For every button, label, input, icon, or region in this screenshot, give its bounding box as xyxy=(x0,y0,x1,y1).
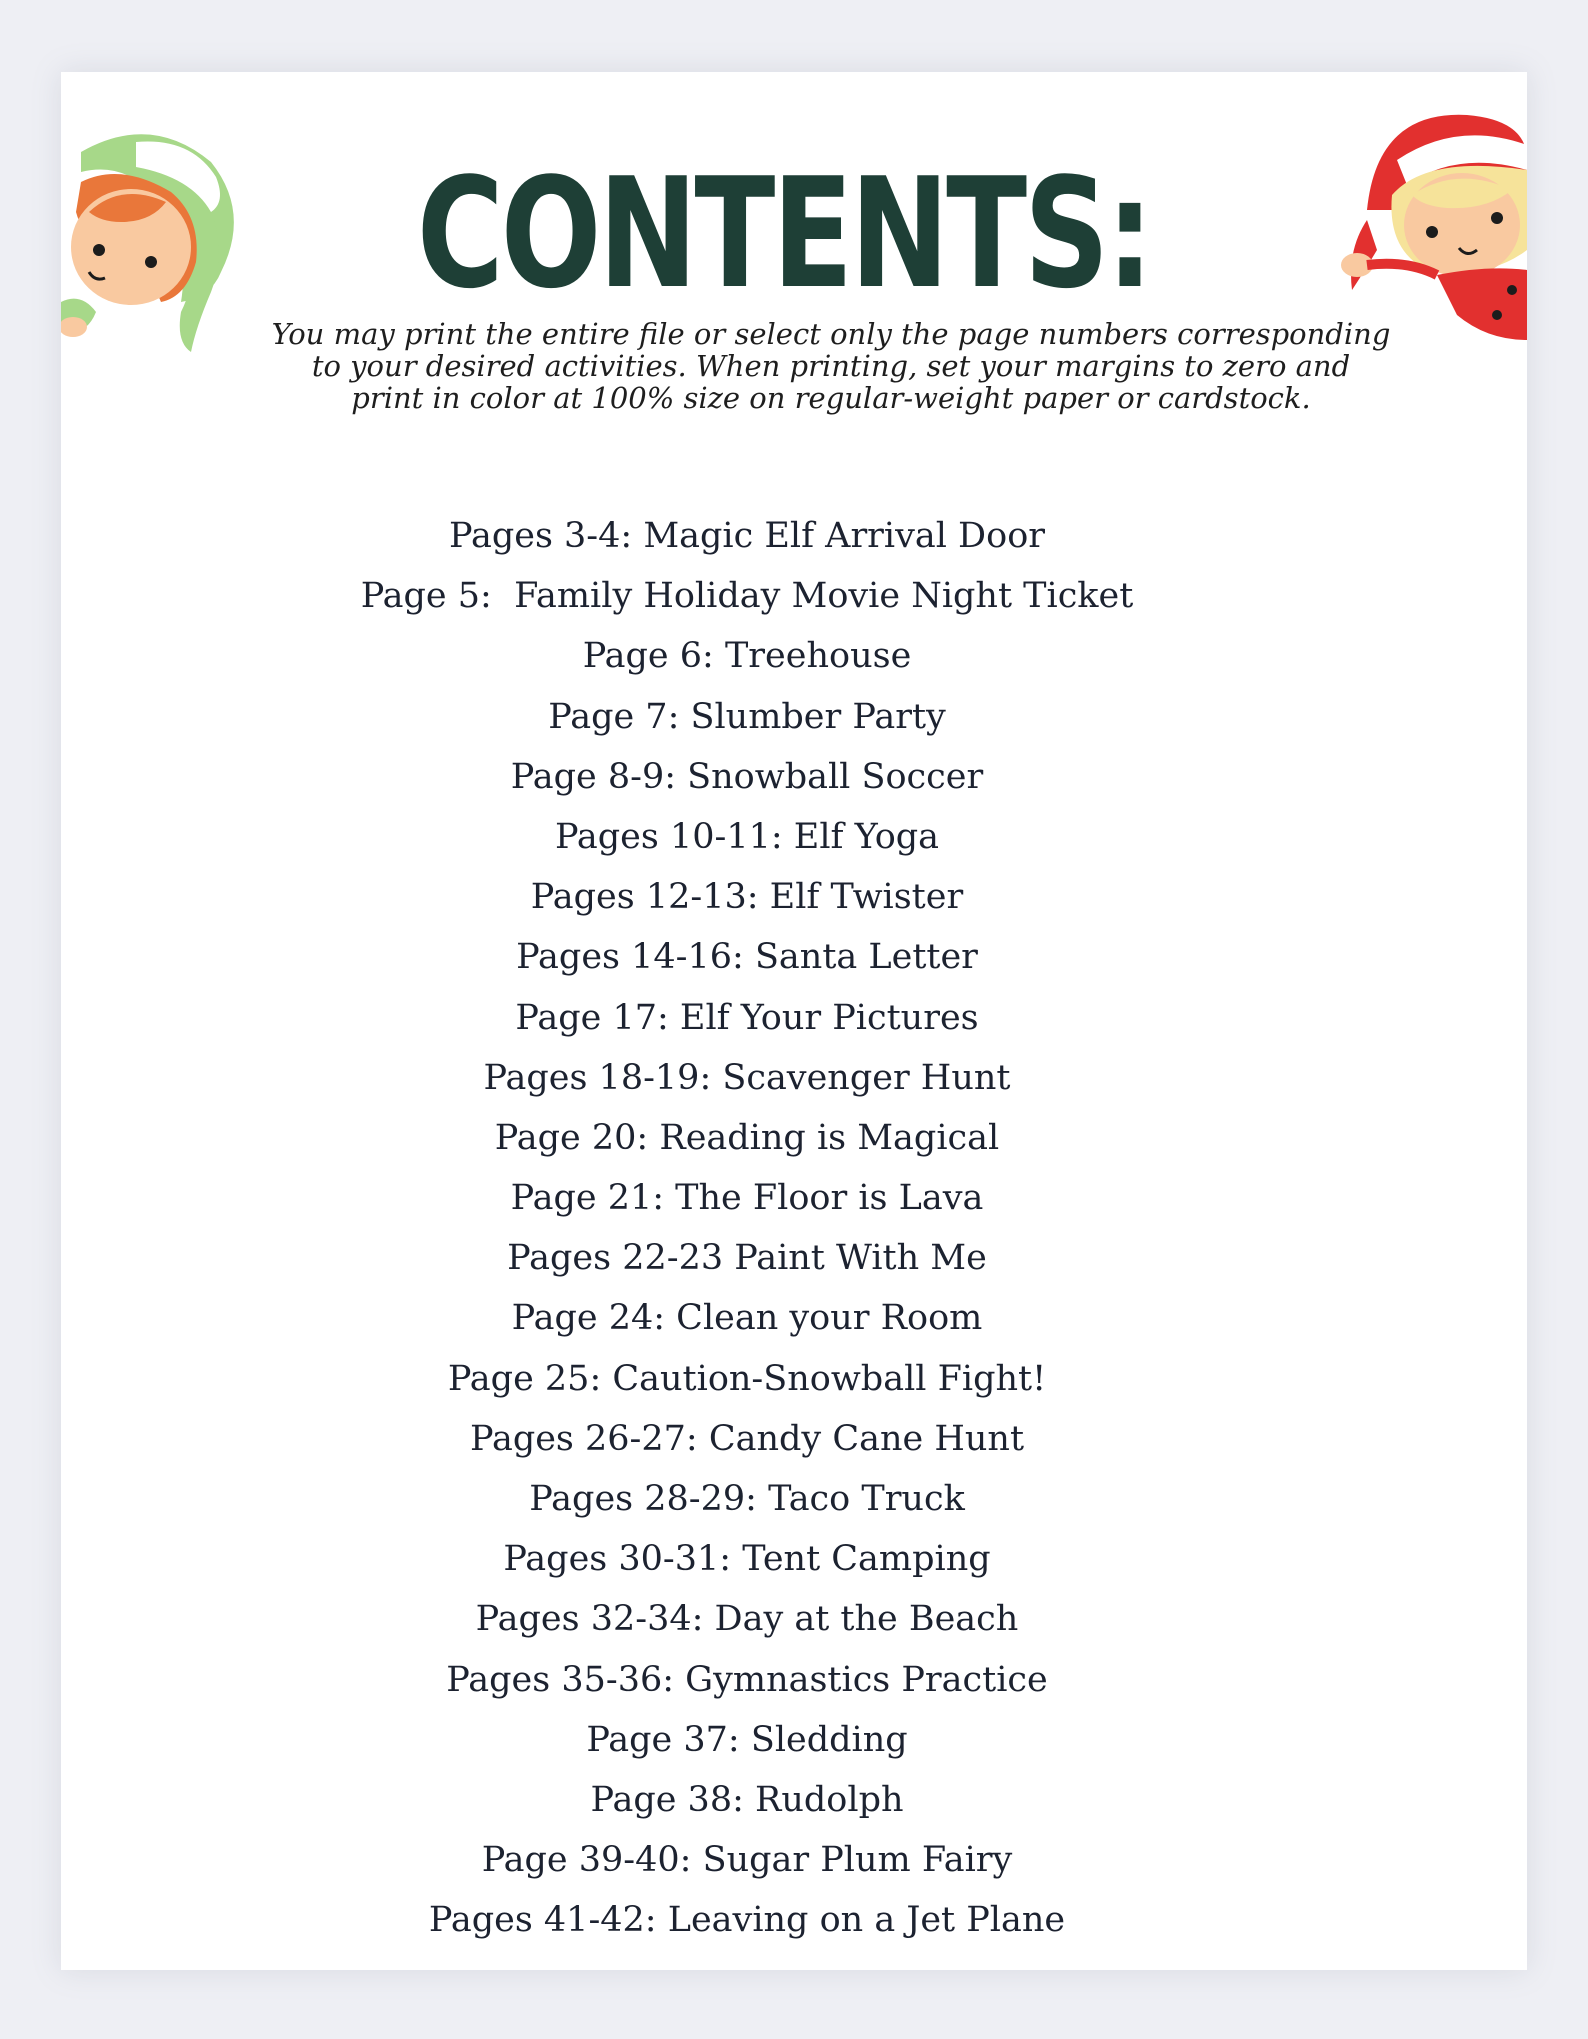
contents-item: Page 39-40: Sugar Plum Fairy xyxy=(481,1840,1013,1881)
contents-item: Pages 12-13: Elf Twister xyxy=(530,877,964,918)
contents-item: Pages 32-34: Day at the Beach xyxy=(475,1599,1019,1640)
contents-item: Pages 30-31: Tent Camping xyxy=(503,1539,991,1580)
intro-line: to your desired activities. When printing, set your margins to zero and xyxy=(311,349,1351,383)
contents-item: Page 37: Sledding xyxy=(586,1719,908,1760)
contents-item: Pages 28-29: Taco Truck xyxy=(529,1479,965,1519)
contents-item: Pages 35-36: Gymnastics Practice xyxy=(446,1659,1048,1700)
contents-item: Pages 14-16: Santa Letter xyxy=(516,937,978,978)
intro-line: You may print the entire file or select only the page numbers corresponding xyxy=(271,317,1391,351)
contents-item: Page 5: Family Holiday Movie Night Ticket xyxy=(360,576,1134,617)
contents-item: Page 38: Rudolph xyxy=(590,1779,904,1820)
contents-item: Page 21: The Floor is Lava xyxy=(510,1178,984,1219)
red-hat-elf-icon xyxy=(1337,100,1527,340)
contents-item: Pages 3-4: Magic Elf Arrival Door xyxy=(448,516,1045,556)
contents-list xyxy=(61,506,1433,1951)
contents-item: Page 25: Caution-Snowball Fight! xyxy=(447,1358,1047,1399)
page-title: CONTENTS: xyxy=(416,145,1151,322)
contents-item: Page 17: Elf Your Pictures xyxy=(515,997,979,1038)
contents-item: Pages 41-42: Leaving on a Jet Plane xyxy=(428,1900,1066,1941)
contents-item: Page 6: Treehouse xyxy=(582,636,912,677)
contents-item: Page 24: Clean your Room xyxy=(511,1298,983,1339)
contents-item: Pages 26-27: Candy Cane Hunt xyxy=(469,1418,1025,1459)
contents-item: Page 7: Slumber Party xyxy=(548,696,946,737)
intro-line: print in color at 100% size on regular-weight paper or cardstock. xyxy=(351,381,1311,415)
contents-item: Page 20: Reading is Magical xyxy=(494,1117,1000,1158)
contents-item: Page 8-9: Snowball Soccer xyxy=(510,756,984,797)
contents-item: Pages 22-23 Paint With Me xyxy=(507,1238,987,1279)
intro-paragraph xyxy=(241,318,1421,414)
document-page xyxy=(61,72,1527,1970)
contents-item: Pages 10-11: Elf Yoga xyxy=(554,816,940,857)
contents-item: Pages 18-19: Scavenger Hunt xyxy=(483,1057,1011,1098)
